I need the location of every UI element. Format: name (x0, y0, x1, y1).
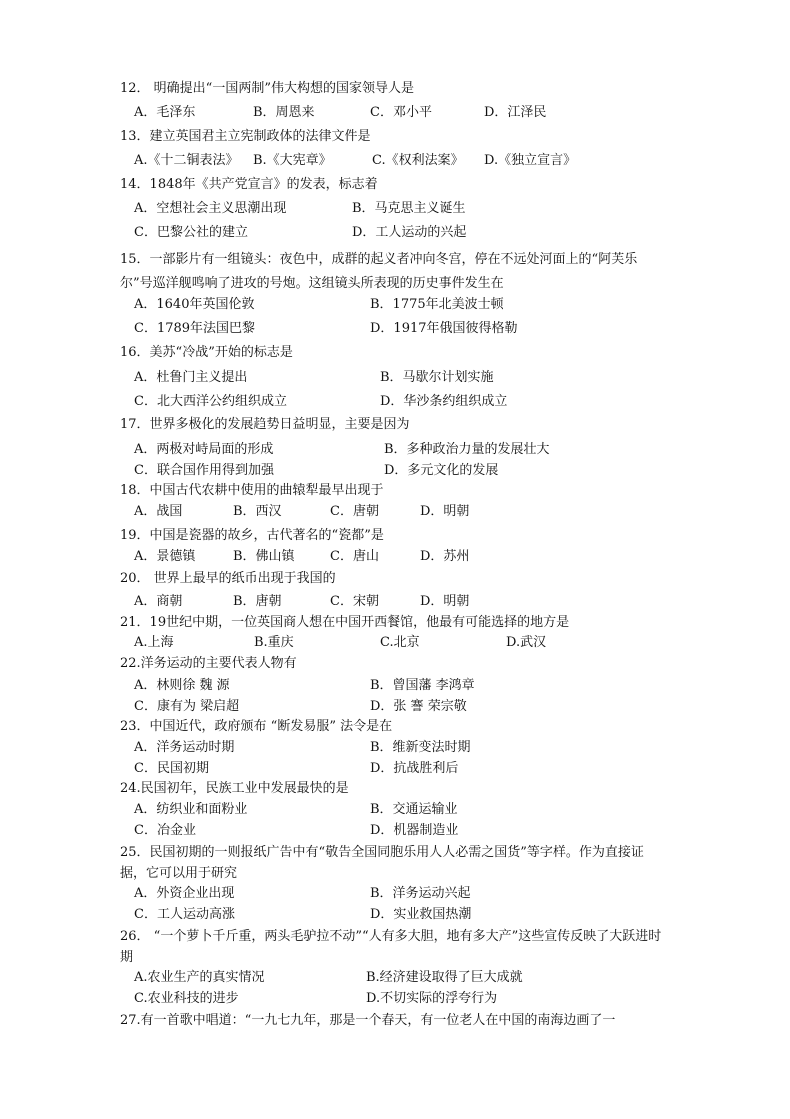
q22-option-a: A．林则徐 魏 源 (134, 678, 230, 693)
q26-option-d: D.不切实际的浮夸行为 (366, 991, 498, 1006)
q21-option-b: B.重庆 (254, 635, 294, 650)
q19-option-a: A．景德镇 (134, 549, 196, 564)
q14-option-b: B．马克思主义诞生 (352, 201, 466, 216)
question-18-stem: 18．中国古代农耕中使用的曲辕犁最早出现于 (120, 483, 384, 498)
q18-option-b: B．西汉 (233, 504, 282, 519)
q23-option-d: D．抗战胜利后 (370, 761, 459, 776)
q24-option-a: A．纺织业和面粉业 (134, 802, 248, 817)
question-16-stem: 16．美苏“冷战”开始的标志是 (120, 345, 293, 360)
question-17-stem: 17．世界多极化的发展趋势日益明显，主要是因为 (120, 417, 410, 432)
question-21-stem: 21．19世纪中期，一位英国商人想在中国开西餐馆，他最有可能选择的地方是 (120, 615, 570, 630)
q22-option-c: C．康有为 梁启超 (134, 699, 240, 714)
q22-option-b: B．曾国藩 李鸿章 (370, 678, 475, 693)
q23-option-b: B．维新变法时期 (370, 740, 471, 755)
q24-option-c: C．冶金业 (134, 823, 196, 838)
q16-option-b: B．马歇尔计划实施 (380, 370, 494, 385)
q25-option-b: B．洋务运动兴起 (370, 886, 471, 901)
question-15-stem: 15．一部影片有一组镜头：夜色中，成群的起义者冲向冬宫，停在不远处河面上的“阿芙乐尔”号巡洋舰鸣响了进攻的号炮。这组镜头所表现的历史事件发生在 (120, 252, 638, 291)
q16-option-c: C．北大西洋公约组织成立 (134, 394, 287, 409)
q13-option-c: C.《权利法案》 (372, 153, 464, 168)
q21-option-a: A.上海 (134, 635, 174, 650)
q25-option-a: A．外资企业出现 (134, 886, 235, 901)
q17-option-c: C．联合国作用得到加强 (134, 463, 274, 478)
q21-option-c: C.北京 (380, 635, 420, 650)
q21-option-d: D.武汉 (506, 635, 547, 650)
q23-option-a: A．洋务运动时期 (134, 740, 235, 755)
q15-option-d: D．1917年俄国彼得格勒 (370, 321, 518, 336)
q12-option-a: A．毛泽东 (134, 105, 196, 120)
question-13-stem: 13．建立英国君主立宪制政体的法律文件是 (120, 129, 371, 144)
q20-option-d: D．明朝 (420, 594, 470, 609)
q14-option-d: D．工人运动的兴起 (352, 225, 467, 240)
q26-option-a: A.农业生产的真实情况 (134, 970, 265, 985)
q12-option-c: C．邓小平 (370, 105, 432, 120)
question-24-stem: 24.民国初年，民族工业中发展最快的是 (120, 781, 349, 796)
q13-option-d: D.《独立宣言》 (484, 153, 577, 168)
q14-option-a: A．空想社会主义思潮出现 (134, 201, 287, 216)
q15-option-a: A．1640年英国伦敦 (134, 297, 255, 312)
q18-option-c: C．唐朝 (330, 504, 379, 519)
q18-option-a: A．战国 (134, 504, 183, 519)
q19-option-b: B．佛山镇 (233, 549, 295, 564)
q17-option-b: B．多种政治力量的发展壮大 (384, 442, 550, 457)
q25-option-d: D．实业救国热潮 (370, 907, 472, 922)
q19-option-d: D．苏州 (420, 549, 470, 564)
question-12-stem: 12． 明确提出“一国两制”伟大构想的国家领导人是 (120, 81, 414, 96)
question-27-stem: 27.有一首歌中唱道：“一九七九年，那是一个春天，有一位老人在中国的南海边画了一 (120, 1013, 616, 1028)
question-14-stem: 14．1848年《共产党宣言》的发表，标志着 (120, 177, 378, 192)
question-26-stem: 26． “一个萝卜千斤重，两头毛驴拉不动”“人有多大胆，地有多大产”这些宣传反映了大跃进时期 (120, 929, 662, 965)
q13-option-a: A.《十二铜表法》 (134, 153, 239, 168)
q24-option-d: D．机器制造业 (370, 823, 459, 838)
q16-option-d: D．华沙条约组织成立 (380, 394, 508, 409)
question-22-stem: 22.洋务运动的主要代表人物有 (120, 656, 297, 671)
q16-option-a: A．杜鲁门主义提出 (134, 370, 248, 385)
q19-option-c: C．唐山 (330, 549, 379, 564)
question-19-stem: 19．中国是瓷器的故乡，古代著名的“瓷都”是 (120, 528, 384, 543)
q15-option-c: C．1789年法国巴黎 (134, 321, 256, 336)
q12-option-b: B．周恩来 (253, 105, 315, 120)
question-25-stem: 25．民国初期的一则报纸广告中有“敬告全国同胞乐用人人必需之国货”等字样。作为直接证据，它可以用于研究 (120, 845, 644, 881)
question-20-stem: 20． 世界上最早的纸币出现于我国的 (120, 571, 336, 586)
q14-option-c: C．巴黎公社的建立 (134, 225, 248, 240)
q26-option-c: C.农业科技的进步 (134, 991, 239, 1006)
q13-option-b: B.《大宪章》 (253, 153, 332, 168)
q25-option-c: C．工人运动高涨 (134, 907, 235, 922)
q18-option-d: D．明朝 (420, 504, 470, 519)
q20-option-c: C．宋朝 (330, 594, 379, 609)
q23-option-c: C．民国初期 (134, 761, 209, 776)
q24-option-b: B．交通运输业 (370, 802, 458, 817)
q20-option-a: A．商朝 (134, 594, 183, 609)
q17-option-d: D．多元文化的发展 (384, 463, 499, 478)
q26-option-b: B.经济建设取得了巨大成就 (366, 970, 523, 985)
question-23-stem: 23．中国近代，政府颁布 “断发易服” 法令是在 (120, 719, 393, 734)
q12-option-d: D．江泽民 (484, 105, 547, 120)
q22-option-d: D．张 謇 荣宗敬 (370, 699, 467, 714)
q15-option-b: B．1775年北美波士顿 (370, 297, 504, 312)
q20-option-b: B．唐朝 (233, 594, 282, 609)
q17-option-a: A．两极对峙局面的形成 (134, 442, 274, 457)
